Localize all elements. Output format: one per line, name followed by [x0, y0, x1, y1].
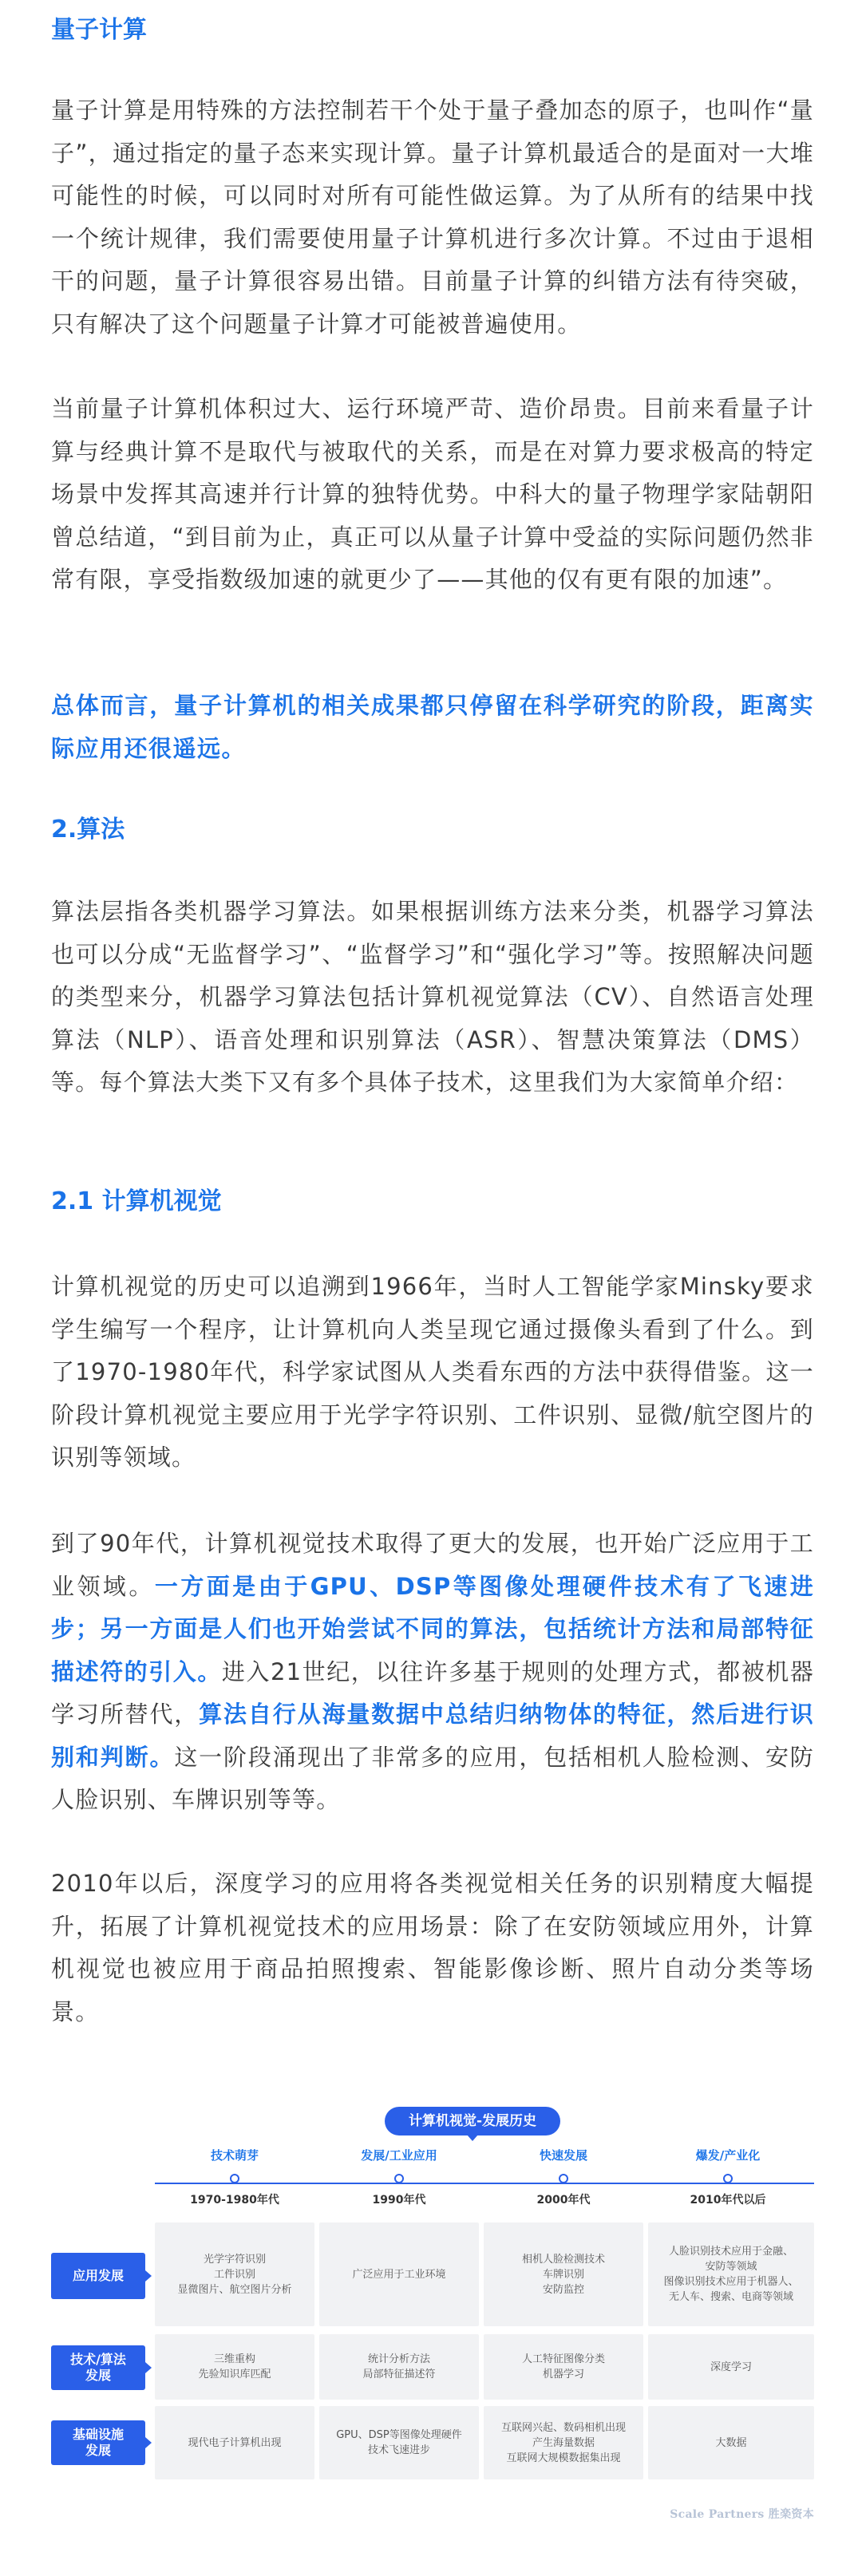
cell-infrastructure-1990s — [319, 2406, 479, 2479]
timeline-dot — [230, 2174, 239, 2183]
cv-history-infographic — [51, 2099, 814, 2526]
stage-label: 发展/工业应用 — [361, 2148, 437, 2163]
period-label: 1970-1980年代 — [190, 2194, 279, 2207]
cell-application-2000s — [484, 2222, 643, 2326]
cell-technology-1990s — [319, 2334, 479, 2400]
cell-text: 大数据 — [715, 2436, 747, 2449]
paragraph-cv-2-text-c: 这一阶段涌现出了非常多的应用，包括相机人脸检测、安防人脸识别、车牌识别等等。 — [51, 1743, 814, 1813]
infographic-title: 计算机视觉-发展历史 — [385, 2107, 560, 2135]
paragraph-cv-1: 计算机视觉的历史可以追溯到1966年，当时人工智能学家Minsky要求学生编写一个程序，让计算机向人类呈现它通过摄像头看到了什么。到了1970-1980年代，科学家试图从人类看东西的方法中获得借鉴。这一阶段计算机视觉主要应用于光学字符识别、工件识别、显微/航空图片的识别等领域。 — [51, 1273, 814, 1471]
timeline-stage-3 — [484, 2139, 643, 2207]
row-infrastructure — [51, 2406, 814, 2486]
highlight-hardware-algorithms: 一方面是由于GPU、DSP等图像处理硬件技术有了飞速进步；另一方面是人们也开始尝试不同的算法，包括统计方法和局部特征描述符的引入。 — [51, 1572, 814, 1685]
timeline-dot — [559, 2174, 568, 2183]
cell-infrastructure-2010s — [648, 2406, 814, 2479]
stage-label: 技术萌芽 — [210, 2148, 259, 2163]
cell-text: 人工特征图像分类 机器学习 — [521, 2353, 605, 2380]
paragraph-cv-3: 2010年以后，深度学习的应用将各类视觉相关任务的识别精度大幅提升，拓展了计算机视觉技术的应用场景：除了在安防领域应用外，计算机视觉也被应用于商品拍照搜索、智能影像诊断、照片自动分类等场景。 — [51, 1870, 814, 2025]
section-heading-cv: 2.1 计算机视觉 — [51, 1187, 222, 1215]
row-application — [51, 2222, 814, 2334]
row-label-text: 技术/算法 发展 — [70, 2352, 126, 2383]
cell-technology-1970s — [155, 2334, 314, 2400]
cell-text: 现代电子计算机出现 — [188, 2436, 282, 2449]
cell-text: 互联网兴起、数码相机出现 产生海量数据 互联网大规模数据集出现 — [500, 2421, 626, 2464]
paragraph-quantum-2: 当前量子计算机体积过大、运行环境严苛、造价昂贵。目前来看量子计算与经典计算不是取代与被取代的关系，而是在对算力要求极高的特定场景中发挥其高速并行计算的独特优势。中科大的量子物理学家陆朝阳曾总结道，“到目前为止，真正可以从量子计算中受益的实际问题仍然非常有限，享受指数级加速的就更少了——其他的仅有更有限的加速”。 — [51, 395, 814, 593]
row-label-infrastructure — [51, 2420, 145, 2465]
paragraph-cv-2-text-a: 到了90年代，计算机视觉技术取得了更大的发展，也开始广泛应用于工业领域。 — [51, 1530, 814, 1600]
row-label-application: 应用发展 — [51, 2253, 145, 2299]
timeline-dot — [394, 2174, 404, 2183]
timeline-stage-2 — [319, 2139, 479, 2207]
cell-technology-2000s — [484, 2334, 643, 2400]
highlight-machine-learning: 算法自行从海量数据中总结归纳物体的特征，然后进行识别和判断。 — [51, 1701, 814, 1771]
paragraph-cv-2 — [51, 1523, 814, 1822]
cell-text: GPU、DSP等图像处理硬件 技术飞速进步 — [336, 2429, 462, 2456]
cell-text: 深度学习 — [710, 2361, 752, 2373]
cell-application-1970s — [155, 2222, 314, 2326]
timeline-dot — [723, 2174, 733, 2183]
cell-infrastructure-2000s — [484, 2406, 643, 2479]
stage-label: 爆发/产业化 — [695, 2148, 761, 2163]
cell-text: 广泛应用于工业环境 — [352, 2268, 446, 2281]
section-heading-algorithm: 2.算法 — [51, 816, 125, 844]
section-heading-quantum: 量子计算 — [51, 16, 147, 44]
timeline — [155, 2139, 814, 2218]
cell-technology-2010s — [648, 2334, 814, 2400]
paragraph-algorithm: 算法层指各类机器学习算法。如果根据训练方法来分类，机器学习算法也可以分成“无监督学习”、“监督学习”和“强化学习”等。按照解决问题的类型来分，机器学习算法包括计算机视觉算法（CV）、自然语言处理算法（NLP）、语音处理和识别算法（ASR）、智慧决策算法（DMS）等。每个算法大类下又有多个具体子技术，这里我们为大家简单介绍： — [51, 898, 814, 1096]
cell-text: 光学字符识别 工件识别 显微图片、航空图片分析 — [177, 2253, 292, 2296]
cell-text: 统计分析方法 局部特征描述符 — [362, 2353, 436, 2380]
row-label-text: 基础设施 发展 — [72, 2427, 124, 2458]
cell-application-2010s — [648, 2222, 814, 2326]
cell-text: 相机人脸检测技术 车牌识别 安防监控 — [521, 2253, 605, 2296]
timeline-stage-1 — [155, 2139, 314, 2207]
cell-application-1990s — [319, 2222, 479, 2326]
row-technology — [51, 2334, 814, 2406]
paragraph-quantum-1: 量子计算是用特殊的方法控制若干个处于量子叠加态的原子，也叫作“量子”，通过指定的量子态来实现计算。量子计算机最适合的是面对一大堆可能性的时候，可以同时对所有可能性做运算。为了从所有的结果中找一个统计规律，我们需要使用量子计算机进行多次计算。不过由于退相干的问题，量子计算很容易出错。目前量子计算的纠错方法有待突破，只有解决了这个问题量子计算才可能被普遍使用。 — [51, 97, 814, 338]
period-label: 2010年代以后 — [690, 2194, 766, 2207]
cell-infrastructure-1970s — [155, 2406, 314, 2479]
cell-text: 三维重构 先验知识库匹配 — [198, 2353, 271, 2380]
stage-label: 快速发展 — [539, 2148, 587, 2163]
scale-partners-watermark: Scale Partners 胜楽资本 — [670, 2508, 814, 2521]
quantum-summary: 总体而言，量子计算机的相关成果都只停留在科学研究的阶段，距离实际应用还很遥远。 — [51, 692, 814, 762]
cell-text: 人脸识别技术应用于金融、 安防等领域 图像识别技术应用于机器人、 无人车、搜索、电商等领域 — [663, 2246, 799, 2303]
row-label-technology — [51, 2345, 145, 2390]
paragraph-cv-2-text-b: 进入21世纪，以往许多基于规则的处理方式，都被机器学习所替代， — [51, 1657, 815, 1728]
period-label: 2000年代 — [536, 2194, 591, 2207]
period-label: 1990年代 — [372, 2194, 426, 2207]
timeline-stage-4 — [648, 2139, 808, 2207]
